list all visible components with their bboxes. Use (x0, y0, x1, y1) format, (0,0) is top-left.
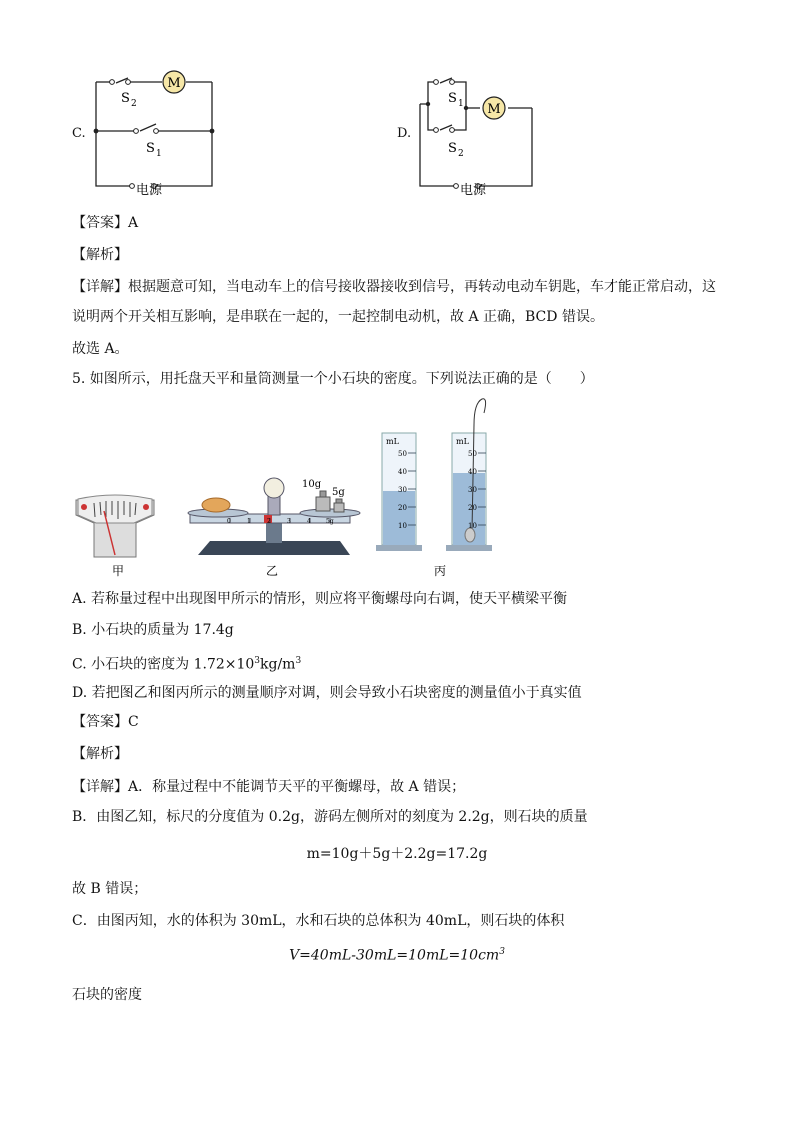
circuit-diagram-c (90, 64, 220, 199)
q5-detail-b: B．由图乙知，标尺的分度值为 0.2g，游码左侧所对的刻度为 2.2g，则石块的质量 (72, 809, 588, 825)
density-label: 石块的密度 (72, 987, 142, 1003)
q4-analysis: 【解析】 (72, 247, 128, 263)
figure-bing-label: 丙 (434, 564, 447, 578)
weight-5g-label: 5g (332, 487, 345, 498)
switch-s1-label: S (146, 141, 155, 156)
svg-text:40: 40 (398, 468, 407, 476)
svg-text:20: 20 (468, 504, 477, 512)
switch-s2-label: S (448, 141, 457, 156)
q5-b-wrong: 故 B 错误； (72, 881, 148, 897)
svg-text:1: 1 (247, 518, 251, 525)
svg-text:2: 2 (458, 149, 464, 159)
q5-option-d: D. 若把图乙和图丙所示的测量顺序对调，则会导致小石块密度的测量值小于真实值 (72, 685, 582, 701)
svg-text:3: 3 (287, 518, 291, 525)
q5-stem: 5. 如图所示，用托盘天平和量筒测量一个小石块的密度。下列说法正确的是（ ） (72, 371, 594, 387)
svg-text:0: 0 (227, 518, 231, 525)
q4-choice: 故选 A。 (72, 341, 129, 357)
figure-jia-label: 甲 (112, 564, 125, 578)
svg-text:1: 1 (156, 149, 162, 159)
circuit-diagram-d (414, 64, 544, 199)
motor-label: M (167, 76, 181, 91)
mass-equation: m=10g＋5g＋2.2g=17.2g (306, 846, 488, 862)
q5-option-a: A. 若称量过程中出现图甲所示的情形，则应将平衡螺母向右调，使天平横梁平衡 (72, 591, 568, 607)
svg-text:mL: mL (386, 437, 399, 446)
svg-text:30: 30 (468, 486, 477, 494)
svg-text:4: 4 (307, 518, 311, 525)
q5-analysis: 【解析】 (72, 746, 128, 762)
svg-text:50: 50 (398, 450, 407, 458)
svg-text:40: 40 (468, 468, 477, 476)
svg-text:mL: mL (456, 437, 469, 446)
option-c-label: C. (72, 126, 86, 141)
balance-pointer-scale (76, 495, 154, 557)
q5-figure (70, 395, 500, 580)
svg-text:2: 2 (267, 518, 271, 525)
svg-text:5g: 5g (326, 518, 334, 525)
figure-yi-label: 乙 (266, 564, 279, 578)
q4-detail-1: 【详解】根据题意可知，当电动车上的信号接收器接收到信号，再转动电动车钥匙，车才能正常启动，这 (72, 279, 716, 295)
q4-answer: 【答案】A (72, 215, 139, 231)
motor-label: M (487, 102, 501, 117)
q5-detail-c: C．由图丙知，水的体积为 30mL，水和石块的总体积为 40mL，则石块的体积 (72, 913, 565, 929)
q5-option-c: C. 小石块的密度为 $1.72\times 10^3kg/m^3$ (72, 656, 302, 673)
q5-detail-a: 【详解】A．称量过程中不能调节天平的平衡螺母，故 A 错误； (72, 779, 466, 795)
svg-text:1: 1 (458, 99, 464, 109)
svg-text:20: 20 (398, 504, 407, 512)
q4-detail-2: 说明两个开关相互影响，是串联在一起的，一起控制电动机，故 A 正确，BCD 错误。 (72, 309, 604, 325)
svg-text:50: 50 (468, 450, 477, 458)
svg-text:2: 2 (131, 99, 137, 109)
option-d-label: D. (397, 126, 412, 141)
volume-equation: $V=40mL-30mL=10mL=10cm^3$ (289, 947, 505, 964)
svg-text:10: 10 (398, 522, 407, 530)
switch-s2-label: S (121, 91, 130, 106)
switch-s1-label: S (448, 91, 457, 106)
svg-text:30: 30 (398, 486, 407, 494)
q5-option-b: B. 小石块的质量为 17.4g (72, 622, 234, 638)
weight-10g-label: 10g (302, 479, 322, 490)
power-label: 电源 (136, 183, 163, 198)
q5-answer: 【答案】C (72, 714, 139, 730)
power-label: 电源 (460, 183, 487, 198)
svg-text:10: 10 (468, 522, 477, 530)
